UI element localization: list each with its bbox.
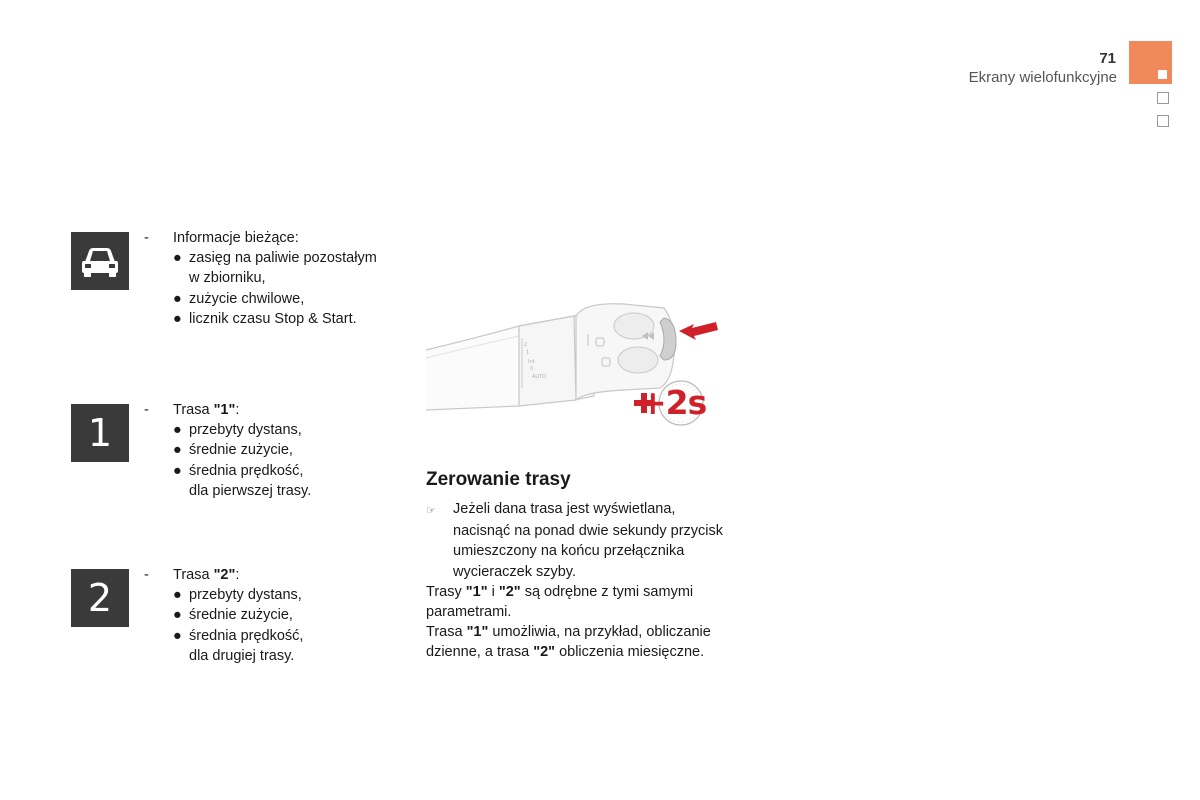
- list-item: średnia prędkość,: [189, 627, 304, 644]
- instruction-line: Jeżeli dana trasa jest wyświetlana,: [453, 501, 676, 517]
- section-title: Ekrany wielofunkcyjne: [968, 69, 1117, 86]
- list-item: zużycie chwilowe,: [189, 290, 305, 307]
- page-number: 71: [1099, 50, 1116, 67]
- text-run-bold: "1": [466, 624, 489, 641]
- chapter-tab-box: [1157, 92, 1169, 104]
- list-item: przebyty dystans,: [189, 587, 302, 604]
- plus-2s-badge: [632, 378, 712, 430]
- paragraph-usage-cont: [426, 642, 786, 662]
- list-item: średnie zużycie,: [189, 607, 293, 624]
- block-lead-bold: "1": [213, 402, 236, 418]
- text-run: Trasa: [426, 624, 467, 641]
- chapter-tab-box: [1157, 115, 1169, 127]
- instruction-line: wycieraczek szyby.: [453, 563, 577, 580]
- text-run-bold: "2": [533, 644, 556, 661]
- list-item-continuation: dla pierwszej trasy.: [189, 482, 312, 499]
- block-lead: Informacje bieżące:: [173, 230, 299, 246]
- list-item: średnia prędkość,: [189, 462, 304, 479]
- reset-instruction: [426, 499, 786, 663]
- list-item: średnie zużycie,: [189, 442, 293, 459]
- svg-text:0: 0: [530, 366, 534, 372]
- svg-text:Int: Int: [528, 359, 535, 365]
- svg-text:1: 1: [526, 350, 530, 356]
- info-block-trip-1: - Trasa "1" : ● przebyty dystans, ● średnie zużycie, ● średnia prędkość, dla pierwszej trasy.: [144, 400, 414, 501]
- text-run-bold: "2": [498, 583, 521, 600]
- section-heading: Zerowanie trasy: [426, 469, 571, 490]
- car-icon: [71, 232, 129, 290]
- block-lead-suffix: :: [235, 567, 240, 583]
- pointing-hand-icon: ☞: [426, 505, 436, 517]
- block-lead: Trasa: [173, 567, 214, 583]
- list-item-continuation: w zbiorniku,: [189, 270, 266, 287]
- list-item: licznik czasu Stop & Start.: [189, 310, 357, 327]
- paragraph-usage: [426, 622, 786, 642]
- paragraph-separate-trips: [426, 582, 786, 602]
- text-run: są odrębne z tymi samymi: [520, 583, 694, 600]
- svg-text:AUTO: AUTO: [532, 374, 547, 380]
- trip-1-digit: 1: [87, 411, 113, 455]
- block-lead-bold: "2": [213, 567, 236, 583]
- text-run: obliczenia miesięczne.: [555, 644, 705, 661]
- plus-2s-label: +2s: [639, 383, 707, 422]
- instruction-line: umieszczony na końcu przełącznika: [453, 543, 685, 560]
- instruction-line: nacisnąć na ponad dwie sekundy przycisk: [453, 523, 724, 540]
- trip-1-icon: [71, 404, 129, 462]
- paragraph-line: parametrami.: [426, 604, 512, 621]
- svg-text:2: 2: [524, 342, 528, 348]
- chapter-tab-marker: [1158, 70, 1167, 79]
- text-run: umożliwia, na przykład, obliczanie: [488, 624, 711, 641]
- list-item-continuation: dla drugiej trasy.: [189, 647, 295, 664]
- text-run-bold: "1": [465, 583, 488, 600]
- text-run: dzienne, a trasa: [426, 644, 534, 661]
- list-item: zasięg na paliwie pozostałym: [189, 250, 377, 267]
- info-block-trip-2: - Trasa "2" : ● przebyty dystans, ● średnie zużycie, ● średnia prędkość, dla drugiej trasy.: [144, 565, 414, 666]
- trip-2-icon: [71, 569, 129, 627]
- block-lead: Trasa: [173, 402, 214, 418]
- text-run: Trasy: [426, 583, 466, 600]
- text-run: i: [487, 583, 499, 600]
- info-block-current: - Informacje bieżące: ● zasięg na paliwie pozostałym w zbiorniku, ● zużycie chwilowe, ● licznik czasu Stop & Start.: [144, 228, 414, 329]
- block-lead-suffix: :: [235, 402, 240, 418]
- list-item: przebyty dystans,: [189, 422, 302, 439]
- trip-2-digit: 2: [87, 576, 113, 620]
